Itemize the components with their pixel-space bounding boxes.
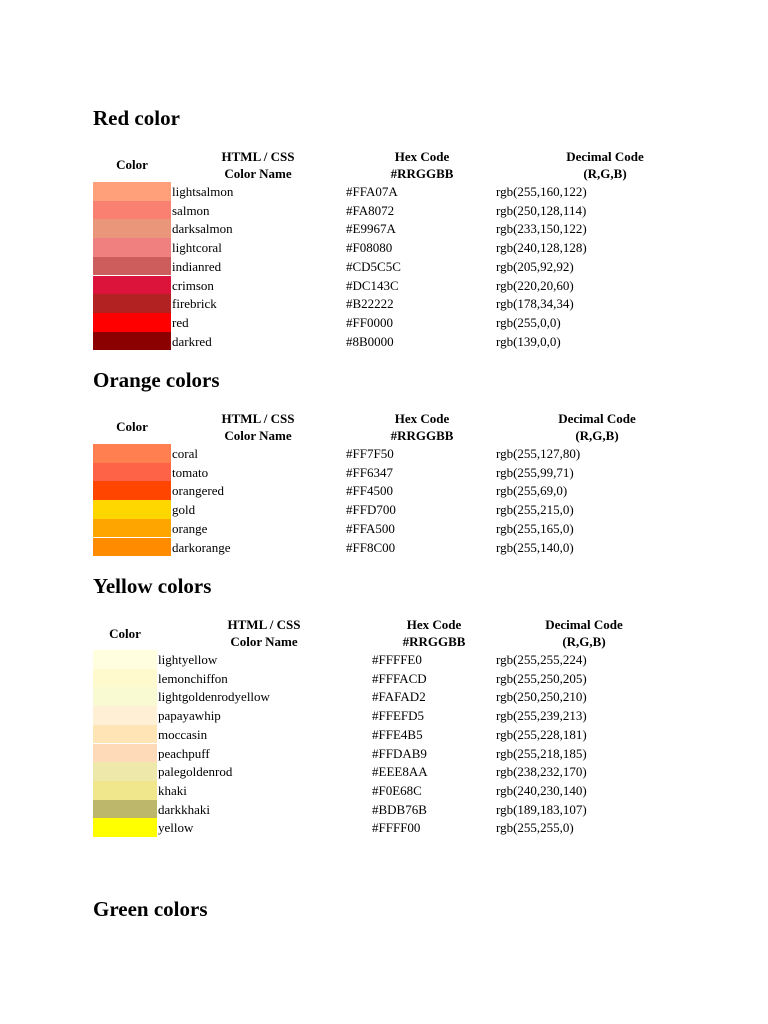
hex-code-cell: #FFDAB9	[372, 745, 427, 761]
column-header-decimal-line2: (R,G,B)	[583, 166, 627, 181]
decimal-code-cell: rgb(255,218,185)	[496, 745, 587, 761]
table-row	[0, 781, 768, 800]
decimal-code-cell: rgb(255,160,122)	[496, 184, 587, 199]
color-swatch	[93, 744, 157, 763]
color-name-cell: indianred	[172, 258, 222, 274]
hex-code-cell: #FF0000	[346, 314, 393, 330]
decimal-code-cell: rgb(240,128,128)	[496, 240, 587, 256]
hex-code-cell: #DC143C	[346, 277, 399, 293]
table-row	[0, 313, 768, 332]
color-name-cell: peachpuff	[158, 745, 210, 761]
decimal-code-cell: rgb(255,165,0)	[496, 520, 574, 536]
table-row	[0, 500, 768, 519]
column-header-decimal	[530, 148, 680, 182]
hex-code-cell: #FFD700	[346, 502, 396, 518]
decimal-code-cell: rgb(255,228,181)	[496, 726, 587, 742]
table-row	[0, 238, 768, 257]
hex-code-cell: #FFA07A	[346, 184, 398, 199]
color-swatch	[93, 444, 171, 463]
color-name-cell: papayawhip	[158, 708, 221, 724]
decimal-code-cell: rgb(233,150,122)	[496, 221, 587, 237]
table-row	[0, 182, 768, 201]
color-name-cell: darkred	[172, 333, 212, 349]
color-name-cell: crimson	[172, 277, 214, 293]
color-swatch	[93, 463, 171, 482]
color-swatch	[93, 762, 157, 781]
column-header-name-line1: HTML / CSS	[227, 617, 301, 632]
section-title-yellow: Yellow colors	[93, 574, 212, 598]
column-header-name-line2: Color Name	[230, 634, 298, 649]
hex-code-cell: #E9967A	[346, 221, 396, 237]
decimal-code-cell: rgb(250,128,114)	[496, 202, 587, 218]
color-swatch	[93, 500, 171, 519]
column-header-hex-line2: #RRGGBB	[402, 634, 466, 649]
column-header-color: Color	[109, 626, 141, 641]
decimal-code-cell: rgb(255,69,0)	[496, 483, 568, 499]
table-row	[0, 276, 768, 295]
color-name-cell: orange	[172, 520, 208, 536]
table-row	[0, 257, 768, 276]
table-row	[0, 219, 768, 238]
color-swatch	[93, 182, 171, 201]
color-swatch	[93, 519, 171, 538]
color-name-cell: palegoldenrod	[158, 764, 233, 780]
color-name-cell: salmon	[172, 202, 210, 218]
column-header-hex-line1: Hex Code	[394, 149, 450, 164]
hex-code-cell: #F0E68C	[372, 782, 422, 798]
hex-code-cell: #8B0000	[346, 333, 394, 349]
table-row	[0, 650, 768, 669]
color-swatch	[93, 238, 171, 257]
table-row	[0, 669, 768, 688]
column-header-hex-line1: Hex Code	[406, 617, 462, 632]
color-name-cell: firebrick	[172, 296, 217, 312]
table-row	[0, 332, 768, 351]
table-row	[0, 818, 768, 837]
color-swatch	[93, 201, 171, 220]
hex-code-cell: #B22222	[346, 296, 394, 312]
color-name-cell: darksalmon	[172, 221, 233, 237]
color-swatch	[93, 294, 171, 313]
table-row	[0, 519, 768, 538]
section-title-red: Red color	[93, 106, 180, 130]
color-swatch	[93, 781, 157, 800]
hex-code-cell: #FF4500	[346, 483, 393, 499]
decimal-code-cell: rgb(178,34,34)	[496, 296, 574, 312]
decimal-code-cell: rgb(255,127,80)	[496, 446, 581, 461]
section-title-green: Green colors	[93, 897, 208, 921]
column-header-hex-line1: Hex Code	[394, 411, 450, 426]
column-header-color: Color	[116, 419, 148, 434]
decimal-code-cell: rgb(255,99,71)	[496, 464, 574, 480]
column-header-name	[188, 148, 328, 182]
section-title-orange: Orange colors	[93, 368, 220, 392]
column-header-name-line1: HTML / CSS	[221, 411, 295, 426]
color-swatch	[93, 800, 157, 819]
color-name-cell: darkkhaki	[158, 801, 210, 817]
table-row	[0, 762, 768, 781]
decimal-code-cell: rgb(238,232,170)	[496, 764, 587, 780]
hex-code-cell: #BDB76B	[372, 801, 427, 817]
hex-code-cell: #FFFF00	[372, 820, 421, 836]
color-name-cell: lightcoral	[172, 240, 222, 256]
color-name-cell: darkorange	[172, 539, 231, 555]
color-swatch	[93, 538, 171, 557]
column-header-hex	[364, 616, 504, 650]
decimal-code-cell: rgb(255,255,0)	[496, 820, 574, 836]
color-name-cell: yellow	[158, 820, 194, 836]
color-name-cell: orangered	[172, 483, 224, 499]
column-header-decimal-line1: Decimal Code	[545, 617, 623, 632]
decimal-code-cell: rgb(255,255,224)	[496, 652, 587, 667]
column-header-name-line1: HTML / CSS	[221, 149, 295, 164]
table-row	[0, 706, 768, 725]
hex-code-cell: #FFEFD5	[372, 708, 425, 724]
column-header-hex	[352, 410, 492, 444]
color-swatch	[93, 332, 171, 351]
color-name-cell: lightyellow	[158, 652, 218, 667]
hex-code-cell: #FF7F50	[346, 446, 394, 461]
column-header-name	[188, 410, 328, 444]
hex-code-cell: #FFFACD	[372, 670, 427, 686]
color-swatch	[93, 818, 157, 837]
decimal-code-cell: rgb(255,140,0)	[496, 539, 574, 555]
color-swatch	[93, 481, 171, 500]
decimal-code-cell: rgb(139,0,0)	[496, 333, 561, 349]
column-header-hex-line2: #RRGGBB	[390, 428, 454, 443]
color-swatch	[93, 669, 157, 688]
decimal-code-cell: rgb(255,239,213)	[496, 708, 587, 724]
color-name-cell: khaki	[158, 782, 187, 798]
color-swatch	[93, 706, 157, 725]
hex-code-cell: #FFA500	[346, 520, 395, 536]
color-name-cell: lemonchiffon	[158, 670, 228, 686]
color-swatch	[93, 650, 157, 669]
column-header-color: Color	[116, 157, 148, 172]
column-header-name	[194, 616, 334, 650]
table-row	[0, 687, 768, 706]
color-name-cell: tomato	[172, 464, 209, 480]
column-header-name-line2: Color Name	[224, 166, 292, 181]
column-header-hex	[352, 148, 492, 182]
hex-code-cell: #FA8072	[346, 202, 395, 218]
column-header-name-line2: Color Name	[224, 428, 292, 443]
decimal-code-cell: rgb(220,20,60)	[496, 277, 574, 293]
color-swatch	[93, 687, 157, 706]
column-header-decimal-line2: (R,G,B)	[562, 634, 606, 649]
table-row	[0, 800, 768, 819]
decimal-code-cell: rgb(240,230,140)	[496, 782, 587, 798]
color-swatch	[93, 257, 171, 276]
decimal-code-cell: rgb(255,215,0)	[496, 502, 574, 518]
color-name-cell: moccasin	[158, 726, 208, 742]
column-header-decimal-line2: (R,G,B)	[575, 428, 619, 443]
color-name-cell: gold	[172, 502, 196, 518]
color-name-cell: lightgoldenrodyellow	[158, 689, 270, 705]
table-row	[0, 463, 768, 482]
color-name-cell: lightsalmon	[172, 184, 234, 199]
table-row	[0, 744, 768, 763]
hex-code-cell: #FF8C00	[346, 539, 396, 555]
column-header-hex-line2: #RRGGBB	[390, 166, 454, 181]
color-swatch	[93, 313, 171, 332]
table-row	[0, 294, 768, 313]
hex-code-cell: #FFFFE0	[372, 652, 422, 667]
table-row	[0, 444, 768, 463]
table-row	[0, 481, 768, 500]
hex-code-cell: #FF6347	[346, 464, 393, 480]
color-swatch	[93, 725, 157, 744]
decimal-code-cell: rgb(189,183,107)	[496, 801, 587, 817]
table-row	[0, 725, 768, 744]
decimal-code-cell: rgb(255,250,205)	[496, 670, 587, 686]
column-header-decimal-line1: Decimal Code	[558, 411, 636, 426]
table-row	[0, 201, 768, 220]
decimal-code-cell: rgb(205,92,92)	[496, 258, 574, 274]
column-header-decimal	[509, 616, 659, 650]
column-header-decimal-line1: Decimal Code	[566, 149, 644, 164]
color-swatch	[93, 219, 171, 238]
hex-code-cell: #EEE8AA	[372, 764, 428, 780]
hex-code-cell: #CD5C5C	[346, 258, 401, 274]
hex-code-cell: #FAFAD2	[372, 689, 426, 705]
hex-code-cell: #FFE4B5	[372, 726, 423, 742]
color-name-cell: red	[172, 314, 189, 330]
decimal-code-cell: rgb(255,0,0)	[496, 314, 561, 330]
decimal-code-cell: rgb(250,250,210)	[496, 689, 587, 705]
hex-code-cell: #F08080	[346, 240, 393, 256]
color-name-cell: coral	[172, 446, 198, 461]
column-header-decimal	[522, 410, 672, 444]
table-row	[0, 538, 768, 557]
color-swatch	[93, 276, 171, 295]
